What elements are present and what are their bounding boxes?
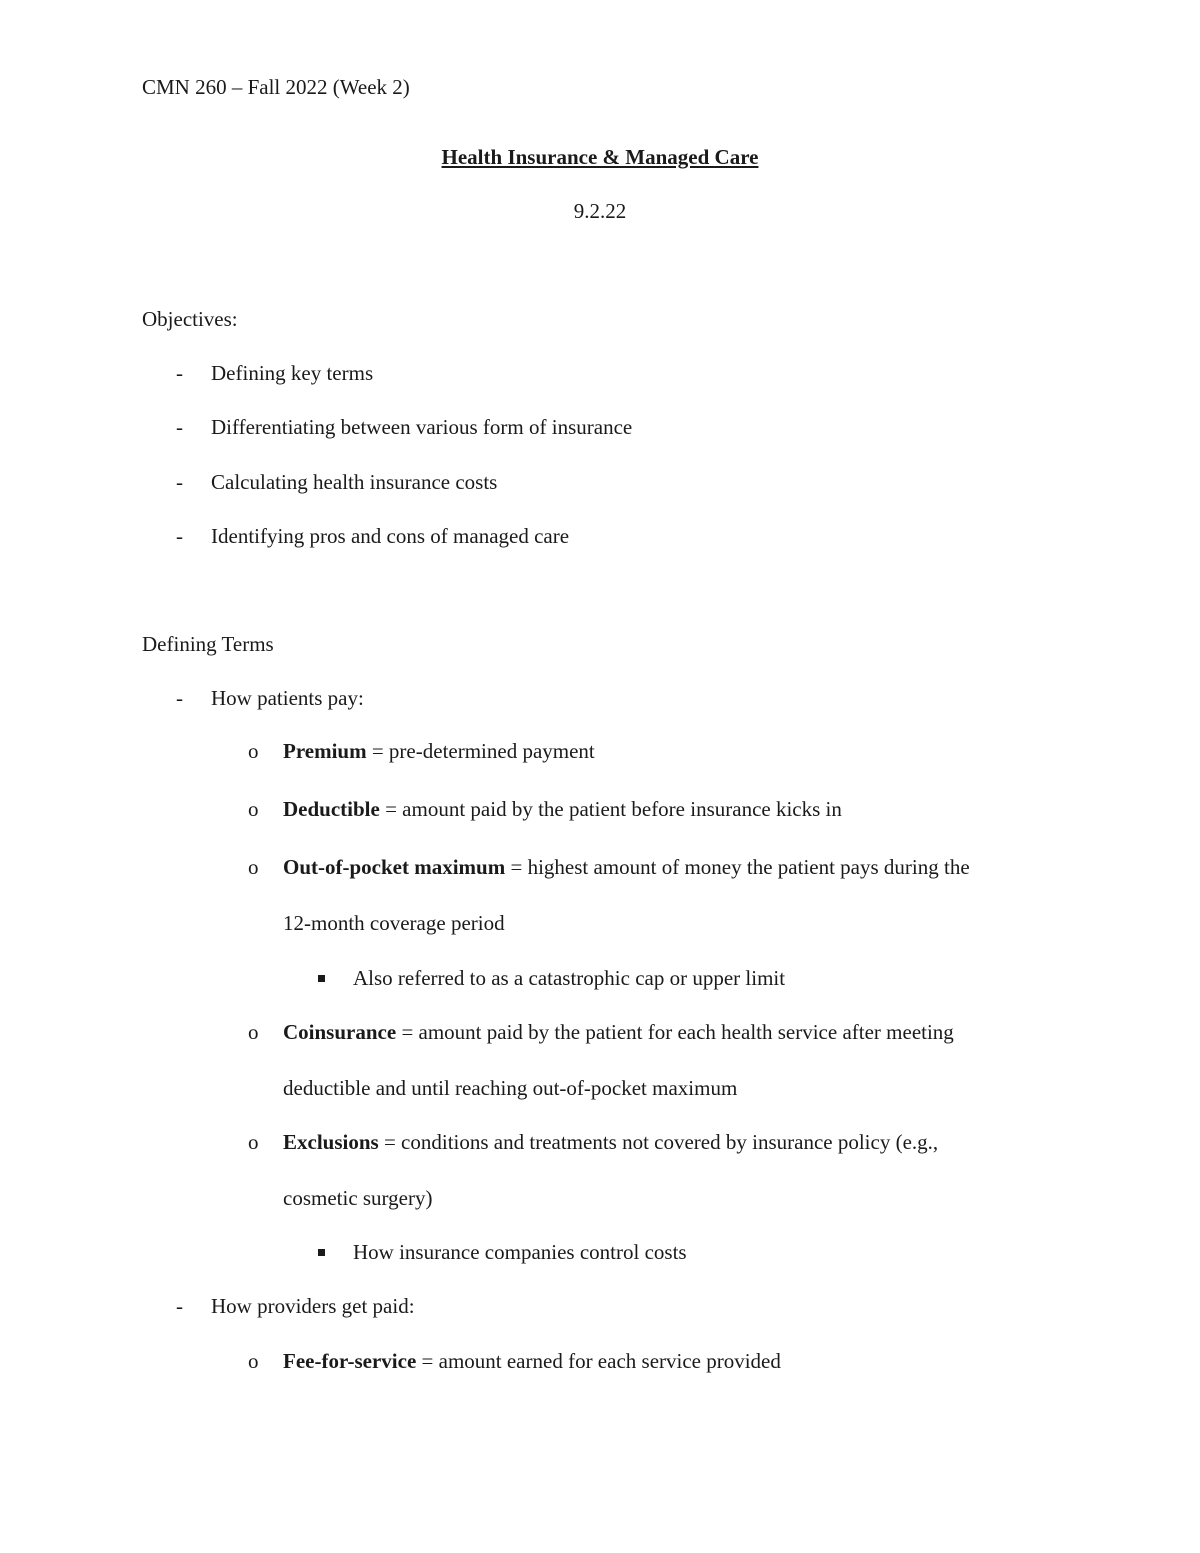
circle-bullet: o	[248, 797, 259, 821]
term-label: Coinsurance	[283, 1020, 397, 1044]
dash-bullet: -	[176, 1294, 183, 1318]
oop-subpoint: Also referred to as a catastrophic cap or upper limit	[353, 966, 786, 990]
circle-bullet: o	[248, 855, 259, 879]
premium-entry	[283, 741, 595, 762]
objective-text: Defining key terms	[211, 361, 374, 385]
dash-bullet: -	[176, 686, 183, 710]
page-title: Health Insurance & Managed Care	[441, 145, 759, 169]
objective-text: Calculating health insurance costs	[211, 470, 498, 494]
term-definition: = amount earned for each service provided	[416, 1349, 781, 1373]
defining-terms-heading: Defining Terms	[142, 632, 274, 656]
exclusions-subpoint: How insurance companies control costs	[353, 1240, 687, 1264]
objective-text: Identifying pros and cons of managed care	[211, 524, 570, 548]
exclusions-entry	[283, 1132, 938, 1153]
circle-bullet: o	[248, 739, 259, 763]
coinsurance-definition-continued: deductible and until reaching out-of-pocket maximum	[283, 1076, 738, 1100]
circle-bullet: o	[248, 1130, 259, 1154]
term-definition: = amount paid by the patient before insurance kicks in	[379, 797, 842, 821]
objectives-heading: Objectives:	[142, 307, 238, 331]
dash-bullet: -	[176, 361, 183, 385]
deductible-entry	[283, 799, 842, 820]
exclusions-definition-continued: cosmetic surgery)	[283, 1186, 433, 1210]
circle-bullet: o	[248, 1020, 259, 1044]
term-label: Premium	[283, 739, 367, 763]
term-definition: = amount paid by the patient for each health service after meeting	[396, 1020, 954, 1044]
term-definition: = highest amount of money the patient pays during the	[505, 855, 970, 879]
term-label: Exclusions	[283, 1130, 379, 1154]
circle-bullet: o	[248, 1349, 259, 1373]
objective-text: Differentiating between various form of insurance	[211, 415, 633, 439]
term-definition: = pre-determined payment	[366, 739, 595, 763]
oop-definition-continued: 12-month coverage period	[283, 911, 505, 935]
dash-bullet: -	[176, 415, 183, 439]
course-header: CMN 260 – Fall 2022 (Week 2)	[142, 75, 410, 99]
square-bullet-icon	[318, 1249, 325, 1256]
term-definition: = conditions and treatments not covered by insurance policy (e.g.,	[378, 1130, 939, 1154]
term-label: Out-of-pocket maximum	[283, 855, 506, 879]
how-patients-pay: How patients pay:	[211, 686, 364, 710]
dash-bullet: -	[176, 470, 183, 494]
term-label: Fee-for-service	[283, 1349, 417, 1373]
coinsurance-entry	[283, 1022, 954, 1043]
oop-entry	[283, 857, 970, 878]
term-label: Deductible	[283, 797, 380, 821]
how-providers-paid: How providers get paid:	[211, 1294, 415, 1318]
fee-for-service-entry	[283, 1351, 781, 1372]
square-bullet-icon	[318, 975, 325, 982]
lecture-date: 9.2.22	[573, 199, 627, 223]
dash-bullet: -	[176, 524, 183, 548]
